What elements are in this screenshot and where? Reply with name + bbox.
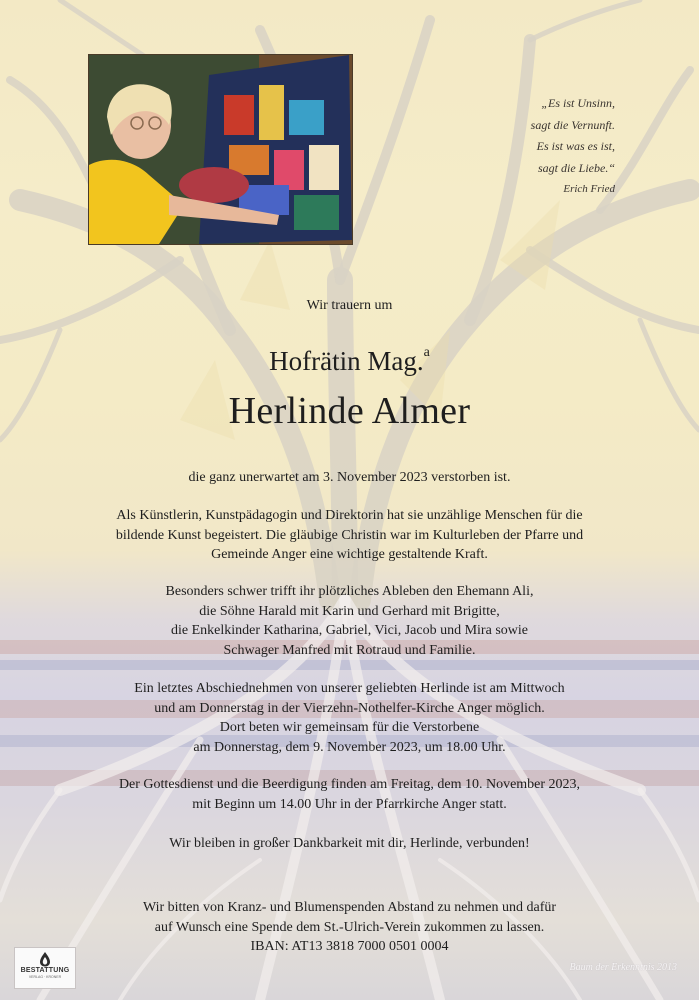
farewell-line: Dort beten wir gemeinsam für die Verstorbene — [219, 720, 480, 735]
gratitude-line: Wir bleiben in großer Dankbarkeit mit dir, Herlinde, verbunden! — [169, 836, 530, 851]
quote-line: sagt die Vernunft. — [530, 117, 615, 132]
honorific-superscript: a — [423, 345, 430, 360]
farewell-line: und am Donnerstag in der Vierzehn-Nothelfer-Kirche Anger möglich. — [154, 700, 545, 716]
farewell-line: Ein letztes Abschiednehmen von unserer geliebten Herlinde ist am Mittwoch — [134, 681, 565, 696]
service-paragraph — [0, 775, 699, 814]
mourners-paragraph — [0, 582, 699, 660]
farewell-line: am Donnerstag, dem 9. November 2023, um 18.00 Uhr. — [193, 739, 506, 755]
quote-line: Es ist was es ist, — [536, 139, 615, 153]
mourners-line: Besonders schwer trifft ihr plötzliches Ableben den Ehemann Ali, — [165, 584, 534, 599]
quote-author: Erich Fried — [563, 183, 615, 195]
tribute-paragraph — [0, 506, 699, 565]
artwork-credit: Baum der Erkenntnis 2013 — [569, 962, 677, 973]
service-line: Der Gottesdienst und die Beerdigung finden am Freitag, dem 10. November 2023, — [118, 777, 581, 792]
tribute-line: Gemeinde Anger eine wichtige gestaltende Kraft. — [211, 547, 488, 562]
candle-flame-icon — [38, 951, 52, 967]
logo-subtitle: VERLAG · KRONER — [28, 975, 62, 979]
donation-line: auf Wunsch eine Spende dem St.-Ulrich-Verein zukommen zu lassen. — [154, 919, 545, 935]
mourners-line: die Enkelkinder Katharina, Gabriel, Vici, Jacob und Mira sowie — [171, 623, 528, 638]
deceased-name: Herlinde Almer — [228, 390, 471, 432]
quote-line: „Es ist Unsinn, — [541, 96, 615, 110]
portrait-photo — [88, 54, 353, 245]
death-announcement: die ganz unerwartet am 3. November 2023 verstorben ist. — [188, 470, 511, 485]
iban-line: IBAN: AT13 3818 7000 0501 0004 — [250, 939, 449, 954]
quote-line: sagt die Liebe.“ — [538, 160, 615, 175]
honorific-text: Hofrätin Mag. — [269, 346, 424, 376]
farewell-paragraph — [0, 679, 699, 757]
mourners-line: die Söhne Harald mit Karin und Gerhard mit Brigitte, — [199, 603, 500, 619]
donation-line: Wir bitten von Kranz- und Blumenspenden Abstand zu nehmen und dafür — [142, 900, 557, 915]
tribute-line: bildende Kunst begeistert. Die gläubige Christin war im Kulturleben der Pfarre und — [115, 527, 584, 543]
honorific-title — [0, 346, 699, 377]
donation-paragraph — [0, 898, 699, 957]
mourners-line: Schwager Manfred mit Rotraud und Familie. — [223, 642, 476, 658]
tribute-line: Als Künstlerin, Kunstpädagogin und Direktorin hat sie unzählige Menschen für die — [116, 508, 583, 523]
funeral-home-logo — [14, 947, 76, 989]
logo-title: BESTATTUNG — [20, 967, 70, 974]
service-line: mit Beginn um 14.00 Uhr in der Pfarrkirche Anger statt. — [192, 796, 507, 812]
intro-line: Wir trauern um — [306, 298, 393, 313]
epigraph-quote — [395, 93, 615, 201]
